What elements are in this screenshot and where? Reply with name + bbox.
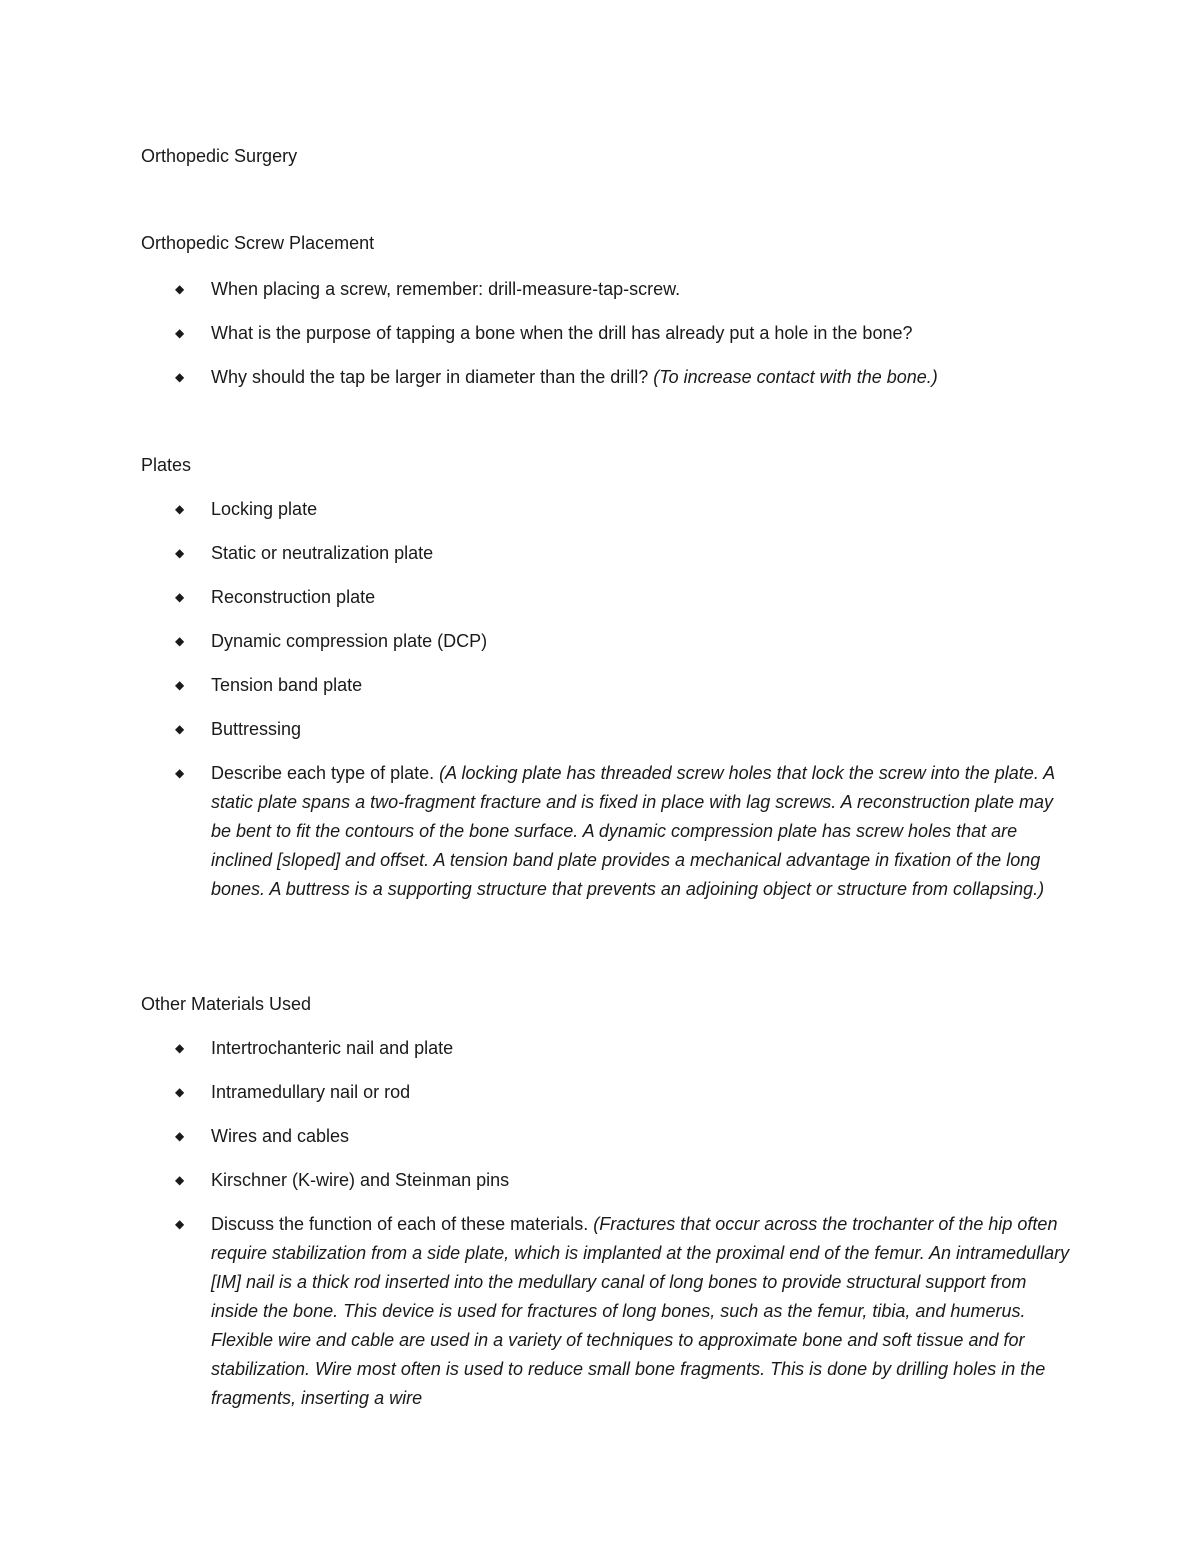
list-item [141, 539, 1071, 568]
list-item [141, 627, 1071, 656]
list-item [141, 1122, 1071, 1151]
list-item [141, 1210, 1071, 1413]
bullet-icon: ◆ [175, 370, 185, 384]
list-item-answer: (Fractures that occur across the trochanter of the hip often require stabilization from a side plate, which is implanted at the proximal end of the femur. An intramedullary [IM] nail is a thick rod inserted into the medullary canal of long bones to provide structural support from inside the bone. This device is used for fractures of long bones, such as the femur, tibia, and humerus. Flexible wire and cable are used in a variety of techniques to approximate bone and soft tissue and for stabilization. Wire most often is used to reduce small bone fragments. This is done by drilling holes in the fragments, inserting a wire [211, 1214, 1070, 1408]
bullet-icon: ◆ [175, 1129, 185, 1143]
bullet-icon: ◆ [175, 678, 185, 692]
screw-placement-list [141, 275, 1071, 392]
bullet-icon: ◆ [175, 590, 185, 604]
list-item-text: Buttressing [211, 719, 302, 739]
list-item-text: Discuss the function of each of these materials. [211, 1214, 589, 1234]
list-item-text: Tension band plate [211, 675, 363, 695]
list-item-text: Dynamic compression plate (DCP) [211, 631, 488, 651]
list-item-text: What is the purpose of tapping a bone when the drill has already put a hole in the bone? [211, 323, 913, 343]
list-item-text: Wires and cables [211, 1126, 350, 1146]
list-item [141, 715, 1071, 744]
list-item [141, 671, 1071, 700]
bullet-icon: ◆ [175, 634, 185, 648]
list-item-text: Locking plate [211, 499, 318, 519]
list-item-text: Kirschner (K-wire) and Steinman pins [211, 1170, 510, 1190]
bullet-icon: ◆ [175, 1173, 185, 1187]
document-title: Orthopedic Surgery [141, 146, 298, 166]
list-item [141, 363, 1071, 392]
list-item [141, 275, 1071, 304]
list-item [141, 583, 1071, 612]
list-item [141, 319, 1071, 348]
list-item-text: Intramedullary nail or rod [211, 1082, 411, 1102]
bullet-icon: ◆ [175, 1041, 185, 1055]
bullet-icon: ◆ [175, 1085, 185, 1099]
bullet-icon: ◆ [175, 282, 185, 296]
list-item-text: Describe each type of plate. [211, 763, 435, 783]
list-item-text: Static or neutralization plate [211, 543, 434, 563]
plates-list [141, 495, 1071, 904]
list-item-text: Why should the tap be larger in diameter than the drill? [211, 367, 649, 387]
list-item [141, 1078, 1071, 1107]
bullet-icon: ◆ [175, 326, 185, 340]
other-materials-list [141, 1034, 1071, 1413]
section-heading-other-materials: Other Materials Used [141, 994, 312, 1014]
bullet-icon: ◆ [175, 766, 185, 780]
document-page [141, 0, 1071, 1553]
list-item-answer: (A locking plate has threaded screw holes that lock the screw into the plate. A static plate spans a two-fragment fracture and is fixed in place with lag screws. A reconstruction plate may be bent to fit the contours of the bone surface. A dynamic compression plate has screw holes that are inclined [sloped] and offset. A tension band plate provides a mechanical advantage in fixation of the long bones. A buttress is a supporting structure that prevents an adjoining object or structure from collapsing.) [211, 763, 1055, 899]
bullet-icon: ◆ [175, 546, 185, 560]
list-item-answer: (To increase contact with the bone.) [653, 367, 938, 387]
list-item [141, 1034, 1071, 1063]
list-item-text: Reconstruction plate [211, 587, 376, 607]
list-item [141, 495, 1071, 524]
bullet-icon: ◆ [175, 722, 185, 736]
list-item-text: When placing a screw, remember: drill-measure-tap-screw. [211, 279, 681, 299]
section-heading-plates: Plates [141, 455, 192, 475]
list-item [141, 759, 1071, 904]
list-item [141, 1166, 1071, 1195]
bullet-icon: ◆ [175, 502, 185, 516]
list-item-text: Intertrochanteric nail and plate [211, 1038, 454, 1058]
section-heading-screw-placement: Orthopedic Screw Placement [141, 233, 375, 253]
bullet-icon: ◆ [175, 1217, 185, 1231]
